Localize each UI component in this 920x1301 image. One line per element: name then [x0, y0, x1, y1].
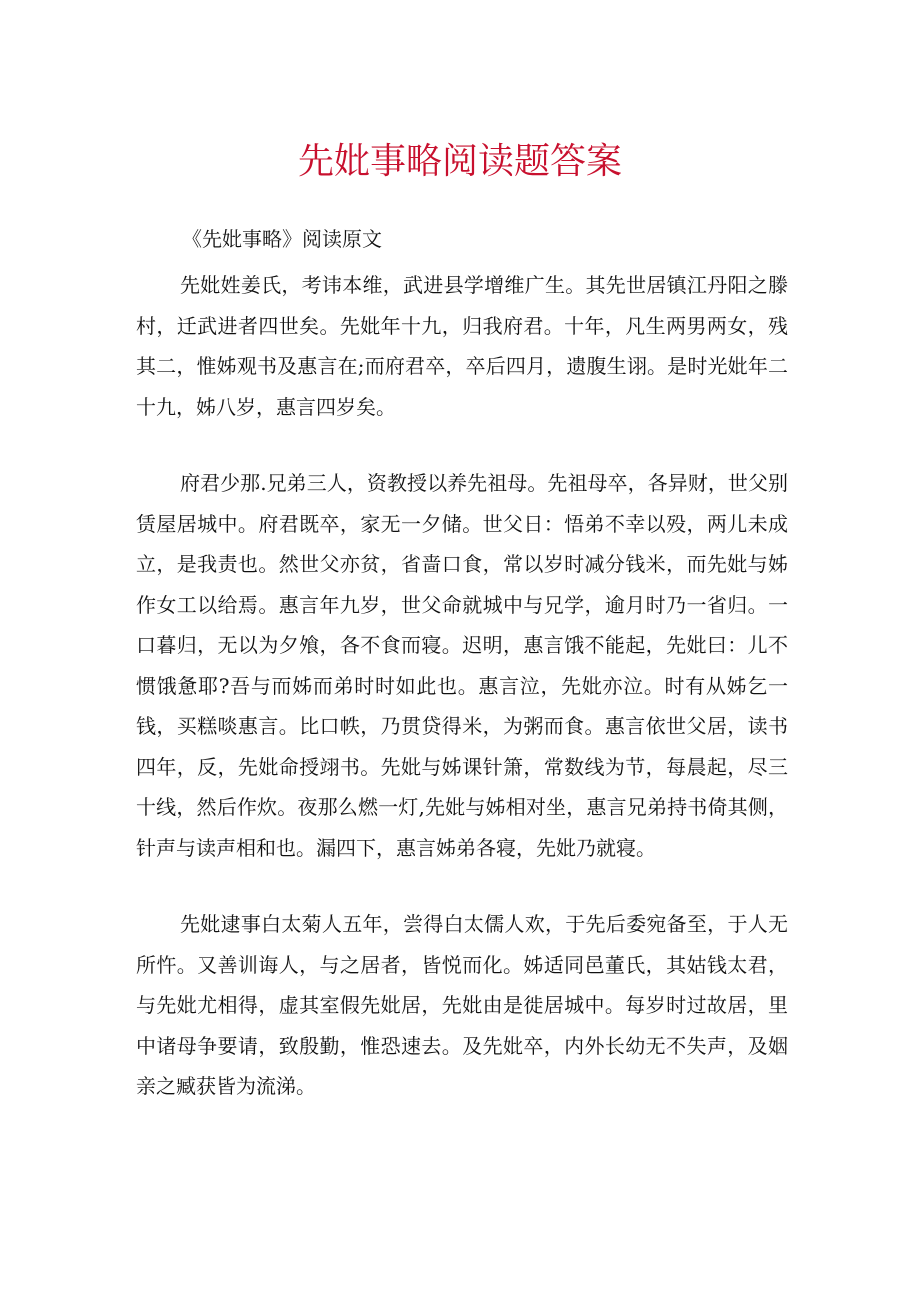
section-subtitle: 《先妣事略》阅读原文 [182, 227, 382, 251]
paragraph-2: 府君少那.兄弟三人，资教授以养先祖母。先祖母卒，各异财，世父别赁屋居城中。府君既卒，家无一夕储。世父日：悟弟不幸以殁，两儿未成立，是我责也。然世父亦贫，省啬口食，常以岁时减分钱米，而先妣与姊作女工以给焉。惠言年九岁，世父命就城中与兄学，逾月时乃一省归。一口暮归，无以为夕飧，各不食而寝。迟明，惠言饿不能起，先妣曰：儿不惯饿惫耶?吾与而姊而弟时时如此也。惠言泣，先妣亦泣。时有从姊乞一钱，买糕啖惠言。比口帙，乃贯贷得米，为粥而食。惠言依世父居，读书四年，反，先妣命授翊书。先妣与姊课针箫，常数线为节，每晨起，尽三十线，然后作炊。夜那么燃一灯,先妣与姊相对坐，惠言兄弟持书倚其侧，针声与读声相和也。漏四下，惠言姊弟各寝，先妣乃就寝。 [136, 471, 788, 860]
paragraph-3: 先妣逮事白太菊人五年，尝得白太儒人欢，于先后委宛备至，于人无所忤。又善训诲人，与之居者，皆悦而化。姊适同邑董氏，其姑钱太君，与先妣尤相得，虚其室假先妣居，先妣由是徙居城中。每岁时过故居，里中诸母争要请，致殷勤，惟恐速去。及先妣卒，内外长幼无不失声，及姻亲之臧获皆为流涕。 [136, 912, 788, 1098]
document-title: 先妣事略阅读题答案 [297, 141, 622, 182]
paragraph-1: 先妣姓姜氏，考讳本维，武进县学增维广生。其先世居镇江丹阳之滕村，迁武进者四世矣。先妣年十九，归我府君。十年，凡生两男两女，残其二，惟姊观书及惠言在;而府君卒，卒后四月，遗腹生诩。是时光妣年二十九，姊八岁，惠言四岁矣。 [136, 273, 788, 419]
